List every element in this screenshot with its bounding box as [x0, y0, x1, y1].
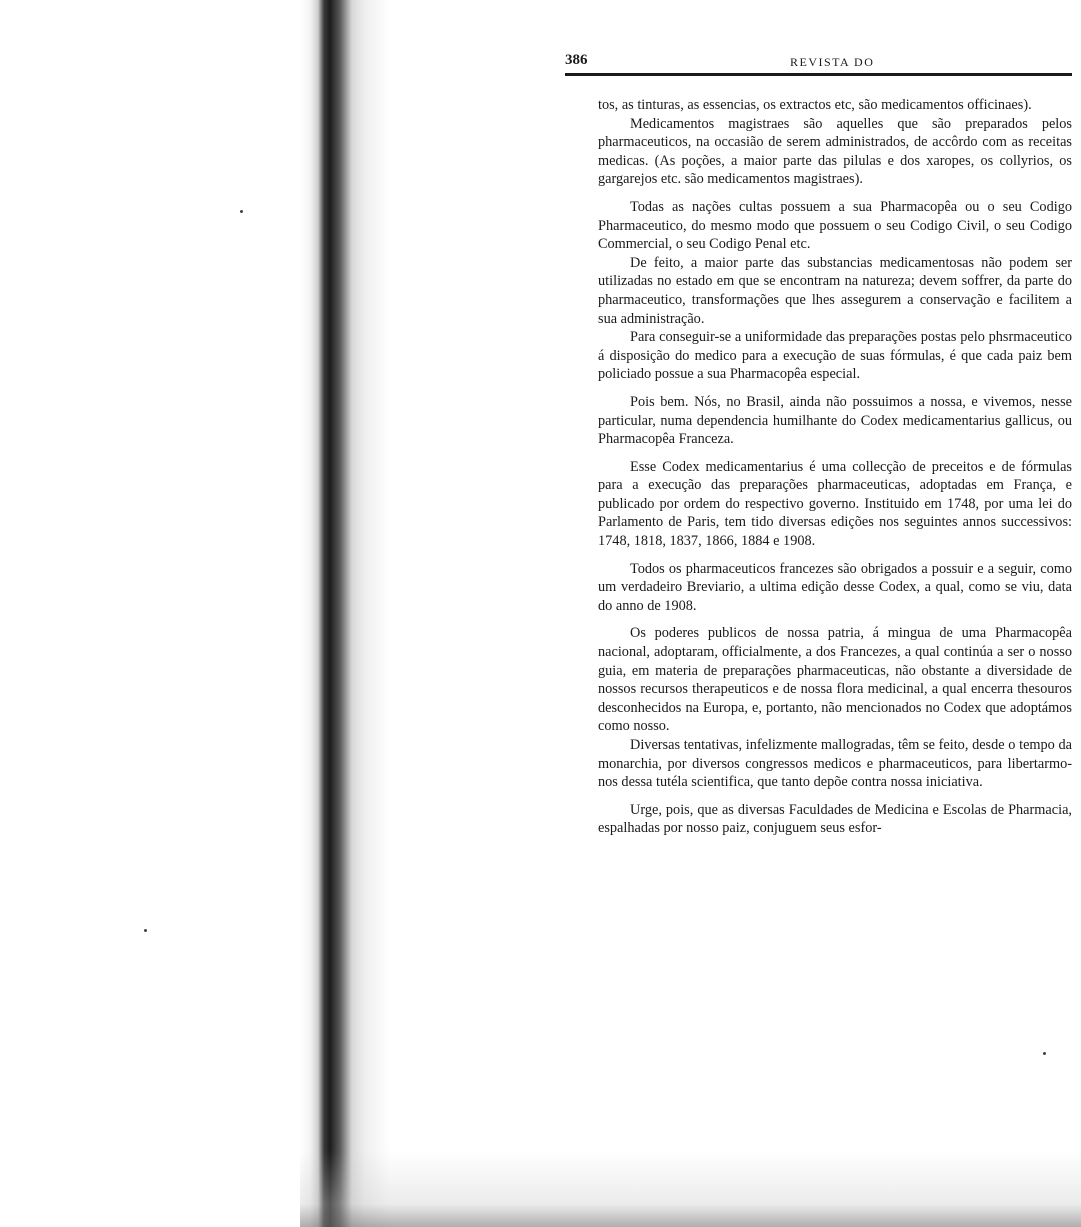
paragraph: Esse Codex medicamentarius é uma collecção de preceitos e de fórmulas para a execução das preparações pharmaceuticas, adoptadas em França, e publicado por ordem do respectivo governo. Instituido em 1748, por uma lei do Parlamento de Paris, tem tido diversas edições nos seguintes annos successivos: 1748, 1818, 1837, 1866, 1884 e 1908. — [598, 458, 1072, 550]
paper-speck — [144, 929, 147, 932]
paragraph: Pois bem. Nós, no Brasil, ainda não possuimos a nossa, e vivemos, nesse particular, numa dependencia humilhante do Codex medicamentarius gallicus, ou Pharmacopêa Franceza. — [598, 393, 1072, 448]
paragraph: Medicamentos magistraes são aquelles que são preparados pelos pharmaceuticos, na occasião de serem administrados, de accôrdo com as receitas medicas. (As poções, a maior parte das pilulas e dos xaropes, os collyrios, os gargarejos etc. são medicamentos magistraes). — [598, 115, 1072, 188]
paper-speck — [1043, 1052, 1046, 1055]
paper-speck — [240, 210, 243, 213]
book-spine-shadow — [0, 0, 390, 1227]
paragraph: Urge, pois, que as diversas Faculdades de Medicina e Escolas de Pharmacia, espalhadas por nosso paiz, conjuguem seus esfor- — [598, 801, 1072, 837]
paragraph: Todos os pharmaceuticos francezes são obrigados a possuir e a seguir, como um verdadeiro Breviario, a ultima edição desse Codex, a qual, como se viu, data do anno de 1908. — [598, 560, 1072, 614]
page-number: 386 — [565, 52, 588, 68]
paragraph: Diversas tentativas, infelizmente mallogradas, têm se feito, desde o tempo da monarchia, por diversos congressos medicos e pharmaceuticos, para libertarmo-nos dessa tutéla scientifica, que tanto depõe contra nossa iniciativa. — [598, 737, 1072, 791]
paragraph: Todas as nações cultas possuem a sua Pharmacopêa ou o seu Codigo Pharmaceutico, do mesmo modo que possuem o seu Codigo Civil, o seu Codigo Commercial, o seu Codigo Penal etc. — [598, 198, 1072, 253]
paragraph: Para conseguir-se a uniformidade das preparações postas pelo phsrmaceutico á disposição do medico para a execução de suas fórmulas, é que cada paiz bem policiado possue a sua Pharmacopêa especial. — [598, 329, 1072, 383]
running-title: REVISTA DO — [790, 55, 875, 69]
article-body — [598, 96, 1072, 838]
paragraph: tos, as tinturas, as essencias, os extractos etc, são medicamentos officinaes). — [598, 97, 1032, 113]
paragraph: De feito, a maior parte das substancias medicamentosas não podem ser utilizadas no estado em que se encontram na natureza; devem soffrer, da parte do pharmaceutico, transformações que lhes assegurem a conservação e facilitem a sua administração. — [598, 254, 1072, 327]
paragraph: Os poderes publicos de nossa patria, á mingua de uma Pharmacopêa nacional, adoptaram, officialmente, a dos Francezes, a qual continúa a ser o nosso guia, em materia de preparações pharmaceuticas, não obstante a diversidade de nossos recursos therapeuticos e de nossa flora medicinal, a qual encerra thesouros desconhecidos na Europa, e, portanto, não mencionados no Codex que adoptámos como nosso. — [598, 625, 1072, 735]
header-rule — [565, 73, 1072, 76]
page-bottom-shadow — [300, 1150, 1081, 1227]
